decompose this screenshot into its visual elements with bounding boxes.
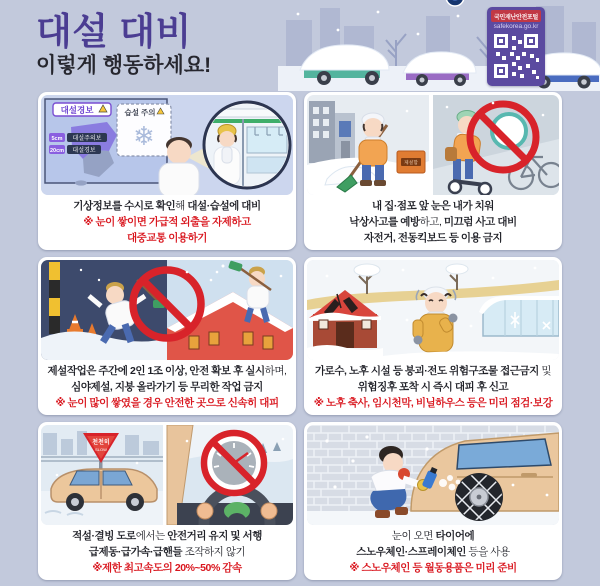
panel-caption (307, 525, 559, 576)
page-subtitle: 이렇게 행동하세요! (36, 54, 212, 77)
weather-info-illustration (41, 95, 293, 195)
caption-line: 대중교통 이용하기 (126, 232, 207, 244)
caption-line: 눈이 오면 타이어에 (391, 530, 475, 542)
structures-illustration (307, 260, 559, 360)
panel-caption (41, 360, 293, 411)
caption-line: ※ 노후 축사, 임시천막, 비닐하우스 등은 미리 점검·보강 (313, 397, 553, 409)
snowflake-icon: ❄ (133, 121, 155, 151)
panel-caption (307, 360, 559, 411)
panel-dangerous-structures (304, 257, 562, 415)
wet-snow-caution-box (117, 104, 171, 156)
safety-panels-grid (38, 92, 562, 580)
caption-line: 가로수, 노후 시설 등 붕괴·전도 위험구조물 접근금지 및 (314, 365, 552, 377)
caption-line: 낙상사고를 예방하고, 미끄럼 사고 대비 (349, 216, 517, 228)
caption-line: ※ 눈이 많이 쌓였을 경우 안전한 곳으로 신속히 대피 (55, 397, 279, 409)
removal-work-illustration (41, 260, 293, 360)
clear-snow-illustration (307, 95, 559, 195)
city-snow-scene (278, 0, 600, 91)
svg-text:제설함: 제설함 (404, 161, 418, 166)
tire-chain-illustration (307, 425, 559, 525)
caption-line: 제설작업은 주간에 2인 1조 이상, 안전 확보 후 실시하며, (47, 365, 287, 377)
snow-removal-box (397, 151, 425, 173)
driving-illustration (41, 425, 293, 525)
svg-text:천천히: 천천히 (92, 440, 110, 446)
snow-covered-cars-illustration (278, 0, 600, 91)
qr-code (492, 32, 540, 80)
caption-line: ※제한 최고속도의 20%~50% 감속 (92, 562, 242, 574)
caption-line: ※ 눈이 쌓이면 가급적 외출을 자제하고 (83, 216, 251, 228)
safekorea-qr-badge (487, 7, 545, 86)
panel-snow-removal-work (38, 257, 296, 415)
panel-tire-chains (304, 422, 562, 580)
snow-warning-badge (53, 103, 111, 116)
striped-pole (49, 262, 60, 334)
government-emblem-icon (444, 0, 466, 10)
panel-clear-my-snow (304, 92, 562, 250)
caption-line: 적설·결빙 도로에서는 안전거리 유지 및 서행 (72, 530, 262, 542)
caption-line: 급제동·급가속·급핸들 조작하지 않기 (88, 546, 246, 558)
poster-header (0, 0, 600, 91)
panel-caption (41, 525, 293, 576)
snow-ground (307, 511, 559, 525)
caption-line: 기상정보를 수시로 확인해 대설·습설에 대비 (73, 200, 261, 212)
panel-caption (307, 195, 559, 246)
caption-line: 위험징후 포착 시 즉시 대피 후 신고 (357, 381, 509, 393)
cracked-greenhouse (479, 296, 559, 336)
caption-line: 스노우체인·스프레이체인 등을 사용 (356, 546, 510, 558)
caption-line: 심야제설, 지붕 올라가기 등 무리한 작업 금지 (71, 381, 263, 393)
svg-text:대설주의보: 대설주의보 (72, 136, 102, 142)
portal-name: 국민재난안전포털 (491, 10, 541, 22)
panel-caption (41, 195, 293, 246)
svg-text:대설경보: 대설경보 (60, 105, 94, 115)
panel-weather-info (38, 92, 296, 250)
caption-line: 내 집·점포 앞 눈은 내가 치워 (371, 200, 494, 212)
public-transport-circle (204, 102, 290, 188)
caption-line: ※ 스노우체인 등 월동용품은 미리 준비 (349, 562, 517, 574)
caption-line: 자전거, 전동킥보드 등 이용 금지 (363, 232, 503, 244)
page-title: 대설 대비 (36, 11, 192, 52)
svg-text:습설 주의: 습설 주의 (124, 108, 156, 117)
svg-text:SLOW: SLOW (95, 447, 107, 452)
svg-text:대설경보: 대설경보 (72, 148, 96, 154)
svg-text:20cm: 20cm (49, 148, 65, 154)
panel-safe-driving (38, 422, 296, 580)
svg-text:5cm: 5cm (51, 136, 63, 142)
portal-url: safekorea.go.kr (493, 23, 539, 30)
